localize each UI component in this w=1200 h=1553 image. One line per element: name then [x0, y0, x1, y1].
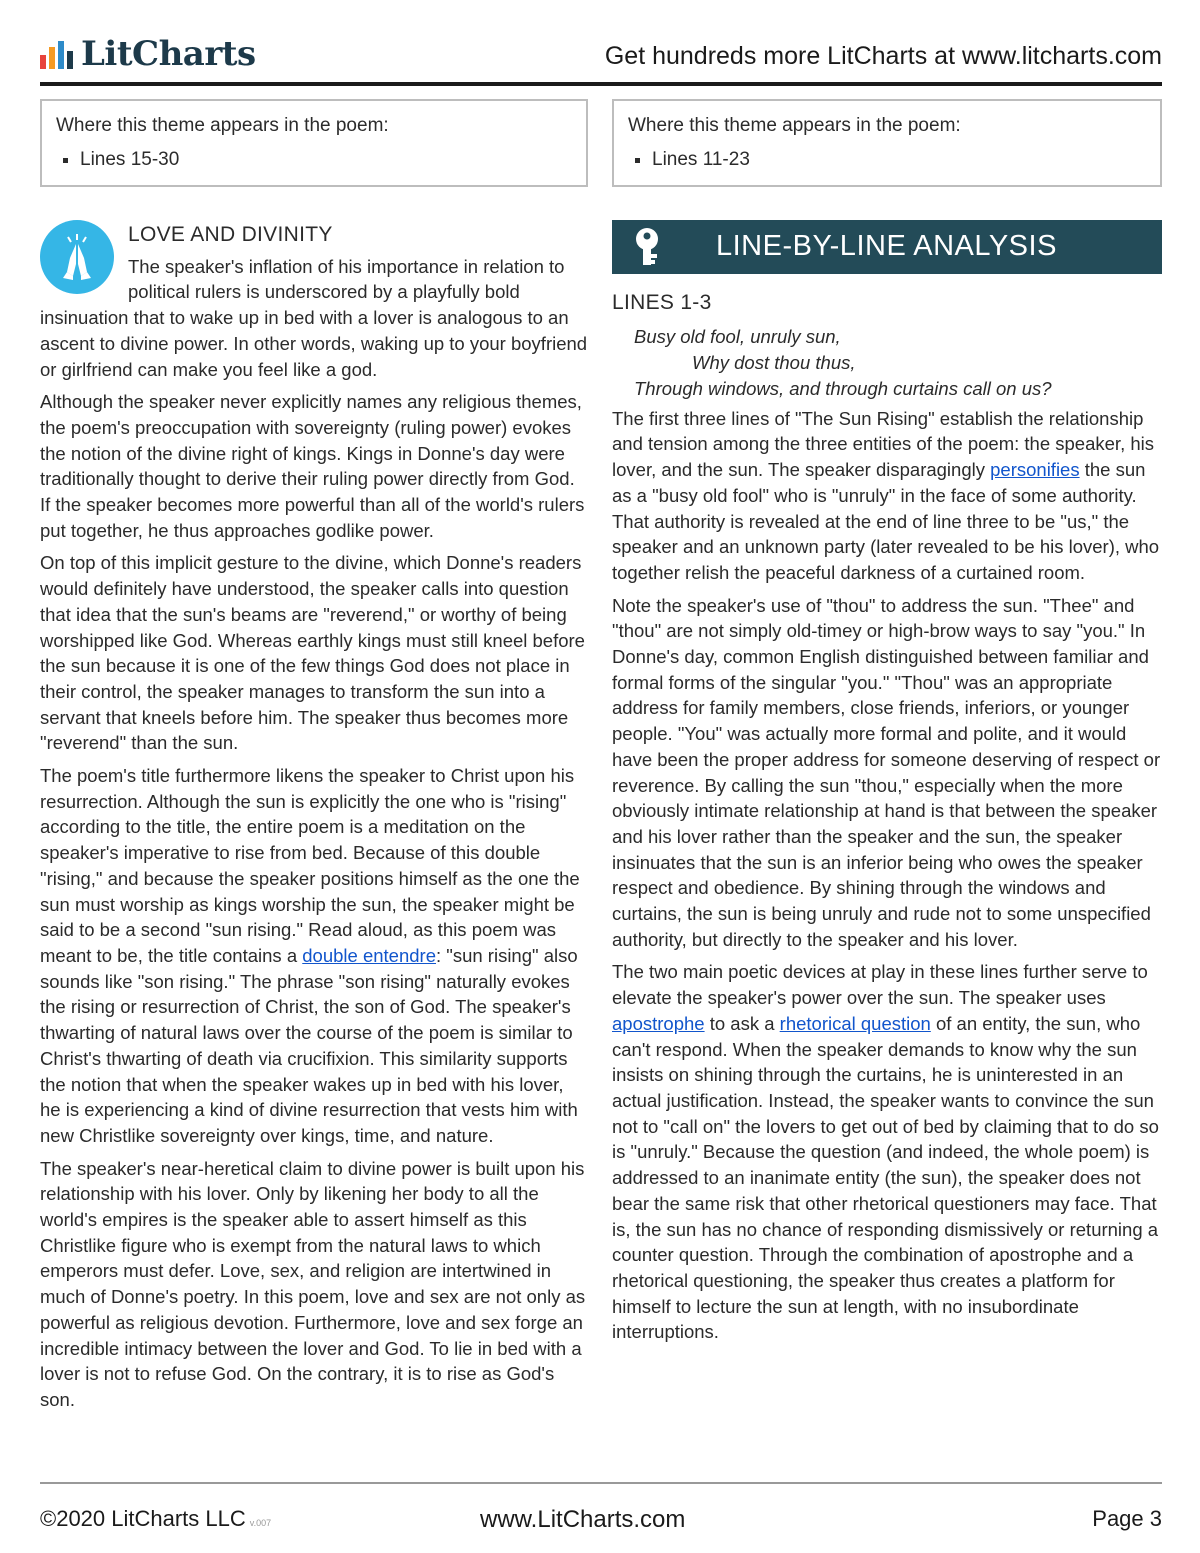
- paragraph-text: The poem's title furthermore likens the speaker to Christ upon his resurrection. Although the sun is explicitly the one who is "rising" according to the title, the entire poem is a meditation on the speaker's imperative to rise from bed. Because of this double "rising," and because the speaker positions himself as the one the sun must worship as kings worship the sun, the speaker might be said to be a second "sun rising." Read aloud, as this poem was meant to be, the title contains a: [40, 765, 580, 966]
- left-column: [40, 220, 588, 1420]
- page-header: [40, 30, 1162, 86]
- paragraph-text: The first three lines of "The Sun Rising" establish the relationship and tension among the three entities of the poem: the speaker, his lover, and the sun. The speaker disparagingly: [612, 407, 1154, 481]
- praying-hands-icon: [40, 220, 114, 294]
- header-tagline: Get hundreds more LitCharts at www.litcharts.com: [604, 42, 1162, 70]
- lines-heading: LINES 1-3: [612, 291, 712, 314]
- copyright-text: ©2020 LitCharts LLC: [40, 1506, 246, 1531]
- banner-title: LINE-BY-LINE ANALYSIS: [716, 230, 1057, 263]
- quote-line: Busy old fool, unruly sun,: [634, 325, 841, 347]
- footer-copyright: [40, 1506, 271, 1532]
- paragraph: The speaker's inflation of his importance in relation to political rulers is underscored by a playfully bold insinuation that to wake up in bed with a lover is analogous to an ascent to divine power. In other words, waking up to your boyfriend or girlfriend can make you feel like a god.: [40, 255, 588, 380]
- paragraph-text: the sun as a "busy old fool" who is "unruly" in the face of some authority. That authority is revealed at the end of line three to be "us," the speaker and an unknown party (later revealed to be his lover), who together relish the peaceful darkness of a curtained room.: [612, 459, 1160, 583]
- quote-line: Why dost thou thus,: [692, 351, 856, 373]
- theme-section-love-divinity: [40, 220, 588, 382]
- page-footer: [40, 1482, 1162, 1534]
- paragraph: On top of this implicit gesture to the divine, which Donne's readers would definitely have understood, the speaker calls into question that idea that the sun's beams are "reverend," or worthy of being worshipped like God. Whereas earthly kings must still kneel before the sun because it is one of the few things God does not place in their control, the speaker manages to transform the sun into a servant that kneels before him. The speaker thus becomes more "reverend" than the sun.: [40, 552, 585, 754]
- paragraph: [612, 959, 1162, 1345]
- version-label: v.007: [249, 1518, 272, 1528]
- theme-box-title: Where this theme appears in the poem:: [56, 115, 389, 136]
- term-link-personifies[interactable]: personifies: [990, 459, 1080, 481]
- key-icon: [612, 227, 682, 267]
- theme-title: LOVE AND DIVINITY: [128, 223, 333, 246]
- litcharts-logo[interactable]: [40, 34, 256, 74]
- term-link-double-entendre[interactable]: double entendre: [302, 944, 436, 966]
- paragraph: The speaker's near-heretical claim to divine power is built upon his relationship with his lover. Only by likening her body to all the world's empires is the speaker able to assert himself as this Christlike figure who is exempt from the natural laws to which emperors must defer. Love, sex, and religion are intertwined in much of Donne's poetry. In this poem, love and sex are not only as powerful as religious devotion. Furthermore, love and sex forge an incredible intimacy between the lover and God. To lie in bed with a lover is not to refuse God. On the contrary, it is to rise as God's son.: [40, 1157, 586, 1410]
- theme-appearance-box-left: [40, 99, 588, 187]
- theme-box-item: ▪ Lines 15-30: [80, 149, 572, 171]
- line-by-line-banner: [612, 220, 1162, 274]
- paragraph-text: : "sun rising" also sounds like "son rising." The phrase "son rising" naturally evokes the rising or resurrection of Christ, the son of God. The speaker's thwarting of natural laws over the course of the poem is similar to Christ's thwarting of death via crucifixion. This similarity supports the notion that when the speaker wakes up in bed with his lover, he is experiencing a kind of divine resurrection that vests him with new Christlike sovereignty over kings, time, and nature.: [40, 944, 578, 1146]
- theme-box-title: Where this theme appears in the poem:: [628, 115, 961, 136]
- paragraph-text: of an entity, the sun, who can't respond. When the speaker demands to know why the sun insists on shining through the curtains, he is uninterested in an actual justification. Instead, the speaker wants to convince the sun not to "call on" the lovers to get out of bed by claiming that to do so is "unruly." Because the question (and indeed, the whole poem) is addressed to an inanimate entity (the sun), the speaker does not bear the same risk that other rhetorical questioners may face. That is, the sun has no chance of responding dismissively or returning a counter question. Through the combination of apostrophe and a rhetorical questioning, the speaker thus creates a platform for himself to lecture the sun at length, with no insubordinate interruptions.: [612, 1012, 1159, 1343]
- page-number: Page 3: [1092, 1506, 1162, 1531]
- term-link-rhetorical-question[interactable]: rhetorical question: [779, 1012, 931, 1034]
- theme-appearance-box-right: [612, 99, 1162, 187]
- quote-line: Through windows, and through curtains call on us?: [634, 377, 1052, 399]
- logo-text: LitCharts: [81, 34, 256, 74]
- paragraph: Note the speaker's use of "thou" to address the sun. "Thee" and "thou" are not simply old-timey or high-brow ways to say "you." In Donne's day, common English distinguished between familiar and formal forms of the singular "you." "Thou" was an appropriate address for family members, close friends, inferiors, or younger people. "You" was actually more formal and polite, and it would have been the proper address for someone deserving of respect or reverence. By calling the sun "thou," especially when the more obviously intimate relationship at hand is that between the speaker and his lover rather than the speaker and the sun, the speaker insinuates that the sun is an inferior being who owes the speaker respect and obedience. By shining through the windows and curtains, the sun is being unruly and rude not to some unspecified authority, but directly to the speaker and his lover.: [612, 594, 1161, 950]
- theme-box-item: ▪ Lines 11-23: [652, 149, 1146, 171]
- paragraph-text: to ask a: [704, 1012, 780, 1034]
- paragraph-text: The two main poetic devices at play in these lines further serve to elevate the speaker's power over the sun. The speaker uses: [612, 961, 1148, 1009]
- term-link-apostrophe[interactable]: apostrophe: [612, 1012, 705, 1034]
- footer-site-link[interactable]: www.LitCharts.com: [480, 1506, 686, 1533]
- right-column: [612, 220, 1162, 1352]
- paragraph: Although the speaker never explicitly names any religious themes, the poem's preoccupation with sovereignty (ruling power) evokes the notion of the divine right of kings. Kings in Donne's day were traditionally thought to derive their ruling power directly from God. If the speaker becomes more powerful than all of the world's rulers put together, he thus approaches godlike power.: [40, 391, 585, 541]
- paragraph: [612, 406, 1162, 586]
- poem-quote: [634, 324, 1162, 402]
- logo-bars-icon: [40, 39, 73, 69]
- paragraph: [40, 763, 588, 1149]
